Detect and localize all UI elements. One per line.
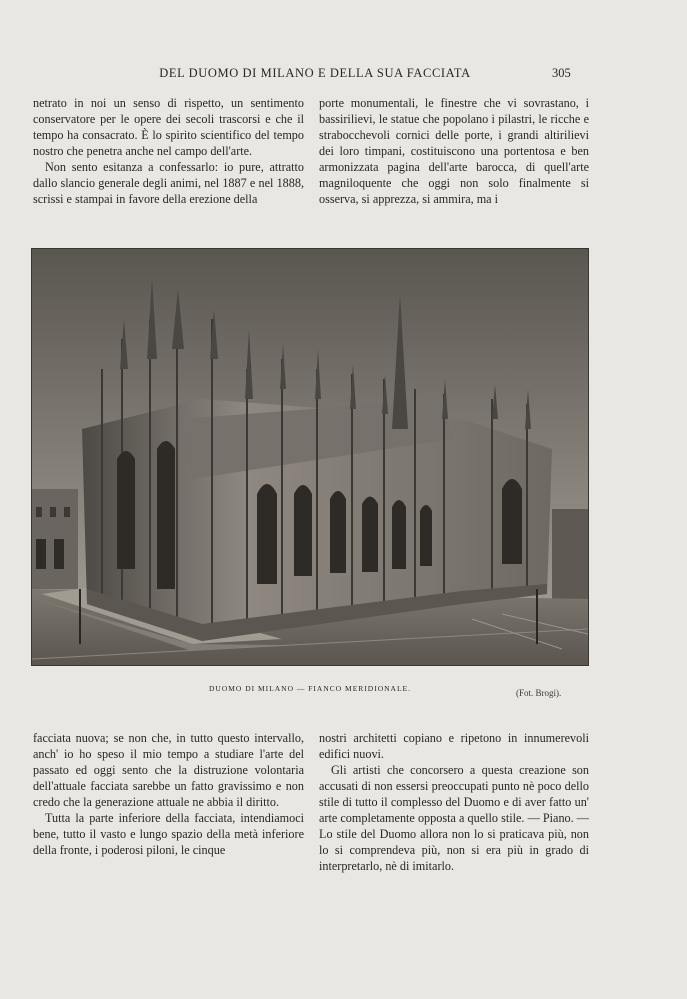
figure-caption: DUOMO DI MILANO — FIANCO MERIDIONALE. bbox=[209, 684, 411, 693]
text-column-bottom-right bbox=[319, 730, 589, 874]
page-number: 305 bbox=[552, 66, 571, 80]
paragraph: nostri architetti copiano e ripetono in innumerevoli edifici nuovi. bbox=[319, 731, 589, 761]
running-header: DEL DUOMO DI MILANO E DELLA SUA FACCIATA bbox=[159, 66, 471, 80]
text-column-top-right bbox=[319, 95, 589, 207]
text-column-bottom-left bbox=[33, 730, 304, 858]
paragraph: Gli artisti che concorsero a questa creazione son accusati di non essersi preoccupati punto nè poco dello stile di tutto il complesso del Duomo e di aver fatto un' arte completamente opposta a quello stile. — Piano. — Lo stile del Duomo allora non lo si praticava più, non lo si comprendeva più, non si era più in grado di interpretarlo, nè di imitarlo. bbox=[319, 763, 589, 873]
paragraph: Non sento esitanza a confessarlo: io pure, attratto dallo slancio generale degli animi, nel 1887 e nel 1888, scrissi e stampai in favore della erezione della bbox=[33, 160, 304, 206]
duomo-south-flank-image bbox=[32, 249, 588, 665]
photo-credit: (Fot. Brogi). bbox=[516, 688, 562, 698]
paragraph: Tutta la parte inferiore della facciata, intendiamoci bene, tutto il vasto e lungo spazio della metà inferiore della fronte, i poderosi piloni, le cinque bbox=[33, 811, 304, 857]
paragraph: facciata nuova; se non che, in tutto questo intervallo, anch' io ho speso il mio tempo a studiare l'arte del passato ed oggi sento che la distruzione volontaria dell'attuale facciata sarebbe un fatto gravissimo e non credo che la generazione attuale ne abbia il diritto. bbox=[33, 731, 304, 809]
text-column-top-left bbox=[33, 95, 304, 207]
paragraph: netrato in noi un senso di rispetto, un sentimento conservatore per le opere dei secoli trascorsi e che il tempo ha consacrato. È lo spirito scientifico del tempo nostro che penetra anche nel campo dell'arte. bbox=[33, 96, 304, 158]
paragraph: porte monumentali, le finestre che vi sovrastano, i bassirilievi, le statue che popolano i pilastri, le ricche e strabocchevoli cornici delle porte, i grandi altirilievi dei loro timpani, costituiscono una portentosa e ben armonizzata pagina dell'arte barocca, di quell'arte magniloquente che oggi non solo finalmente si osserva, si apprezza, si ammira, ma i bbox=[319, 96, 589, 206]
cathedral-photograph bbox=[31, 248, 589, 666]
